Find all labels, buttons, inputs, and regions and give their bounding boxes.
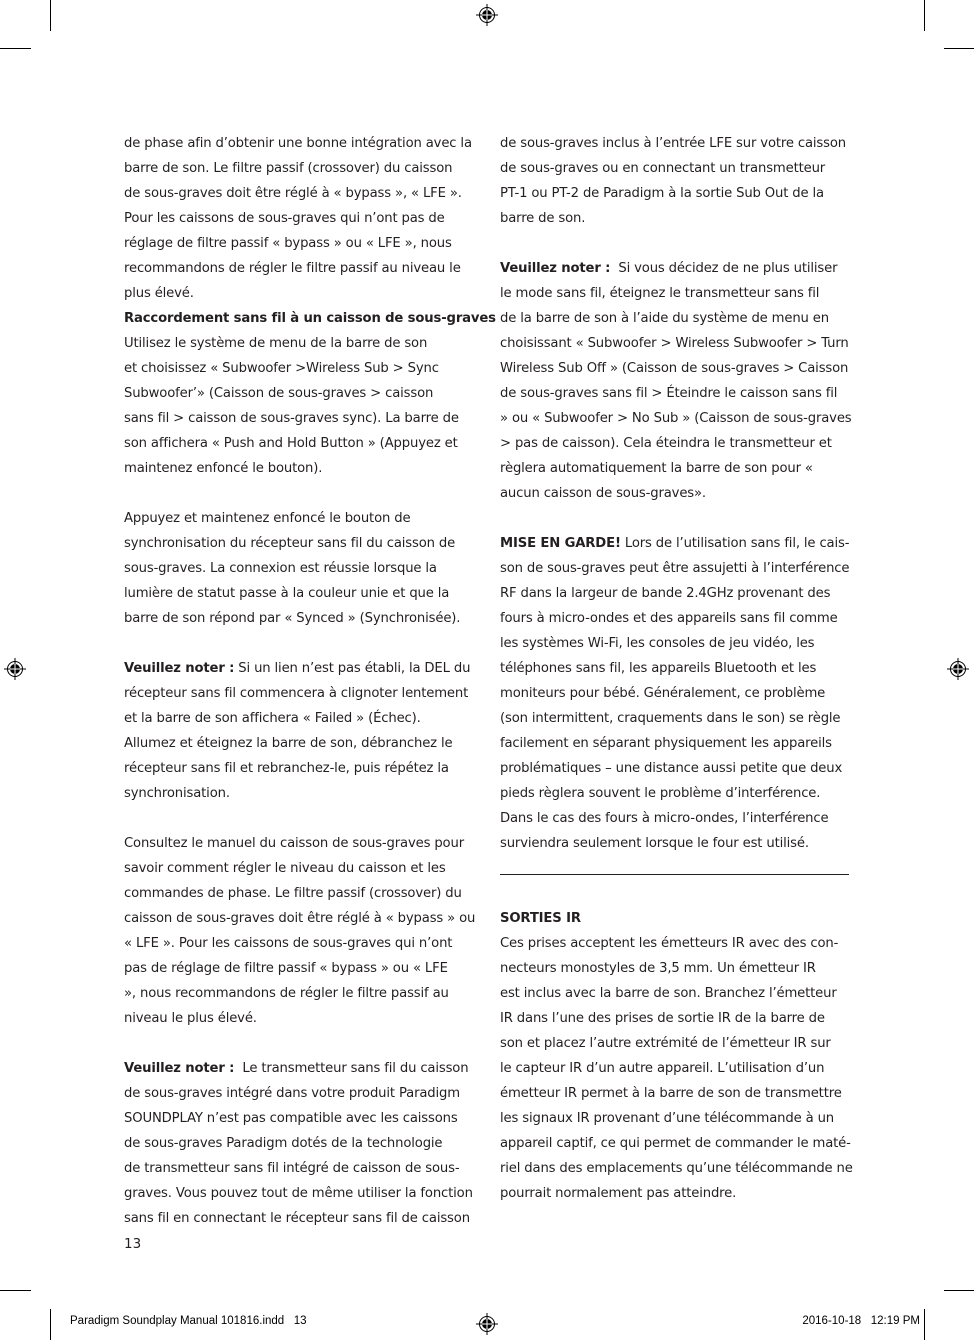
body-text-line: de transmetteur sans fil intégré de caisson de sous- [124,1161,460,1176]
ir-section-body [500,931,852,1206]
crop-mark-top-left-horizontal [0,48,31,49]
body-text-line: riel dans des emplacements qu’une télécommande ne [500,1161,853,1176]
body-text-line: « LFE ». Pour les caissons de sous-graves qui n’ont [124,936,453,951]
registration-target-icon [947,658,969,680]
paragraph-spacer [124,631,476,656]
section-heading: SORTIES IR [500,911,581,926]
crop-mark-bottom-right-vertical [924,1309,925,1340]
body-text-line: SOUNDPLAY n’est pas compatible avec les caissons [124,1111,458,1126]
body-text-line: Subwoofer’» (Caisson de sous-graves > caisson [124,386,434,401]
note-text: Si vous décidez de ne plus utiliser [610,261,838,276]
body-text-line: barre de son. [500,211,586,226]
body-text-line: PT-1 ou PT-2 de Paradigm à la sortie Sub Out de la [500,186,824,201]
registration-target-icon [476,4,498,26]
body-text-line: > pas de caisson). Cela éteindra le transmetteur et [500,436,832,451]
body-text-line: » ou « Subwoofer > No Sub » (Caisson de sous-graves [500,411,852,426]
body-text-line: de sous-graves ou en connectant un transmetteur [500,161,826,176]
note-line [500,531,852,556]
body-text-line: Allumez et éteignez la barre de son, débranchez le [124,736,453,751]
body-text-line: (son intermittent, craquements dans le son) se règle [500,711,841,726]
body-text-line: de sous-graves sans fil > Éteindre le caisson sans fil [500,386,838,401]
body-text-line: aucun caisson de sous-graves». [500,486,706,501]
body-text-line: problématiques – une distance aussi petite que deux [500,761,843,776]
body-text-line: Appuyez et maintenez enfoncé le bouton de [124,511,411,526]
crop-mark-top-right-vertical [924,0,925,31]
body-text-line: fours à micro-ondes et des appareils sans fil comme [500,611,838,626]
note-label: MISE EN GARDE! [500,536,621,551]
note-line [124,1056,476,1081]
body-text-line: recommandons de régler le filtre passif au niveau le [124,261,461,276]
body-text-line: surviendra seulement lorsque le four est utilisé. [500,836,809,851]
body-text-line: récepteur sans fil commencera à clignoter lentement [124,686,469,701]
body-text-line: appareil captif, ce qui permet de commander le maté- [500,1136,851,1151]
body-text-line: téléphones sans fil, les appareils Bluetooth et les [500,661,817,676]
body-text-line: son de sous-graves peut être assujetti à l’interférence [500,561,850,576]
body-text-line: de la barre de son à l’aide du système de menu en [500,311,829,326]
body-text-line: le capteur IR d’un autre appareil. L’utilisation d’un [500,1061,825,1076]
body-text-line: barre de son. Le filtre passif (crossover) du caisson [124,161,453,176]
body-text-line: sans fil > caisson de sous-graves sync). La barre de [124,411,459,426]
note-label: Veuillez noter : [124,1061,235,1076]
body-text-line: récepteur sans fil et rebranchez-le, puis répétez la [124,761,449,776]
body-text-line: son affichera « Push and Hold Button » (Appuyez et [124,436,458,451]
note-text: Lors de l’utilisation sans fil, le cais- [620,536,850,551]
body-text-line: est inclus avec la barre de son. Branchez l’émetteur [500,986,837,1001]
body-text-line: les systèmes Wi-Fi, les consoles de jeu vidéo, les [500,636,815,651]
crop-mark-bottom-left-horizontal [0,1290,31,1291]
body-text-line: barre de son répond par « Synced » (Synchronisée). [124,611,461,626]
slug-file-name: Paradigm Soundplay Manual 101816.indd 13 [70,1315,307,1327]
body-text-line: Pour les caissons de sous-graves qui n’ont pas de [124,211,445,226]
body-text-line: de sous-graves Paradigm dotés de la technologie [124,1136,443,1151]
crop-mark-bottom-left-vertical [50,1309,51,1340]
body-text-line: plus élevé. [124,286,194,301]
body-text-line: IR dans l’une des prises de sortie IR de la barre de [500,1011,825,1026]
ir-outputs-section [500,906,852,1206]
body-text-line: et la barre de son affichera « Failed » (Échec). [124,711,421,726]
body-text-line: moniteurs pour bébé. Généralement, ce problème [500,686,826,701]
body-text-line: commandes de phase. Le filtre passif (crossover) du [124,886,462,901]
right-text-column [500,131,852,856]
crop-mark-top-right-horizontal [944,48,974,49]
body-text-line: niveau le plus élevé. [124,1011,257,1026]
body-text-line: facilement en séparant physiquement les appareils [500,736,832,751]
body-text-line: graves. Vous pouvez tout de même utiliser la fonction [124,1186,473,1201]
body-text-line: », nous recommandons de régler le filtre passif au [124,986,449,1001]
body-text-line: synchronisation. [124,786,230,801]
paragraph-spacer [124,1031,476,1056]
body-text-line: et choisissez « Subwoofer >Wireless Sub > Sync [124,361,439,376]
paragraph-spacer [500,231,852,256]
body-text-line: caisson de sous-graves doit être réglé à « bypass » ou [124,911,476,926]
slug-timestamp: 2016-10-18 12:19 PM [802,1315,920,1327]
page-number: 13 [124,1236,142,1252]
note-line [500,256,852,281]
body-text-line: de sous-graves inclus à l’entrée LFE sur votre caisson [500,136,846,151]
body-text-line: synchronisation du récepteur sans fil du caisson de [124,536,456,551]
body-text-line: RF dans la largeur de bande 2.4GHz provenant des [500,586,831,601]
paragraph-spacer [124,481,476,506]
note-label: Veuillez noter : [500,261,611,276]
body-text-line: sans fil en connectant le récepteur sans fil de caisson [124,1211,470,1226]
body-text-line: pourrait normalement pas atteindre. [500,1186,737,1201]
body-text-line: le mode sans fil, éteignez le transmetteur sans fil [500,286,820,301]
note-text: Le transmetteur sans fil du caisson [234,1061,469,1076]
crop-mark-bottom-right-horizontal [944,1290,974,1291]
body-text-line: necteurs monostyles de 3,5 mm. Un émetteur IR [500,961,816,976]
registration-target-icon [4,658,26,680]
body-text-line: de phase afin d’obtenir une bonne intégration avec la [124,136,472,151]
note-line [124,656,476,681]
body-text-line: émetteur IR permet à la barre de son de transmettre [500,1086,842,1101]
body-text-line: Wireless Sub Off » (Caisson de sous-graves > Caisson [500,361,849,376]
body-text-line: choisissant « Subwoofer > Wireless Subwoofer > Turn [500,336,849,351]
registration-target-icon [476,1313,498,1335]
body-text-line: les signaux IR provenant d’une télécommande à un [500,1111,834,1126]
body-text-line: de sous-graves intégré dans votre produit Paradigm [124,1086,460,1101]
body-text-line: de sous-graves doit être réglé à « bypass », « LFE ». [124,186,462,201]
section-heading: Raccordement sans fil à un caisson de sous-graves [124,311,496,326]
body-text-line: pas de réglage de filtre passif « bypass » ou « LFE [124,961,448,976]
body-text-line: Ces prises acceptent les émetteurs IR avec des con- [500,936,839,951]
body-text-line: sous-graves. La connexion est réussie lorsque la [124,561,437,576]
left-text-column [124,131,496,1231]
body-text-line: savoir comment régler le niveau du caisson et les [124,861,446,876]
body-text-line: Dans le cas des fours à micro-ondes, l’interférence [500,811,829,826]
paragraph-spacer [124,806,476,831]
body-text-line: Utilisez le système de menu de la barre de son [124,336,428,351]
body-text-line: réglage de filtre passif « bypass » ou « LFE », nous [124,236,452,251]
crop-mark-top-left-vertical [50,0,51,31]
body-text-line: son et placez l’autre extrémité de l’émetteur IR sur [500,1036,831,1051]
body-text-line: lumière de statut passe à la couleur unie et que la [124,586,450,601]
body-text-line: Consultez le manuel du caisson de sous-graves pour [124,836,464,851]
note-label: Veuillez noter : [124,661,235,676]
paragraph-spacer [500,506,852,531]
body-text-line: règlera automatiquement la barre de son pour « [500,461,813,476]
body-text-line: maintenez enfoncé le bouton). [124,461,323,476]
section-divider [500,874,849,875]
note-text: Si un lien n’est pas établi, la DEL du [234,661,471,676]
body-text-line: pieds règlera souvent le problème d’interférence. [500,786,821,801]
